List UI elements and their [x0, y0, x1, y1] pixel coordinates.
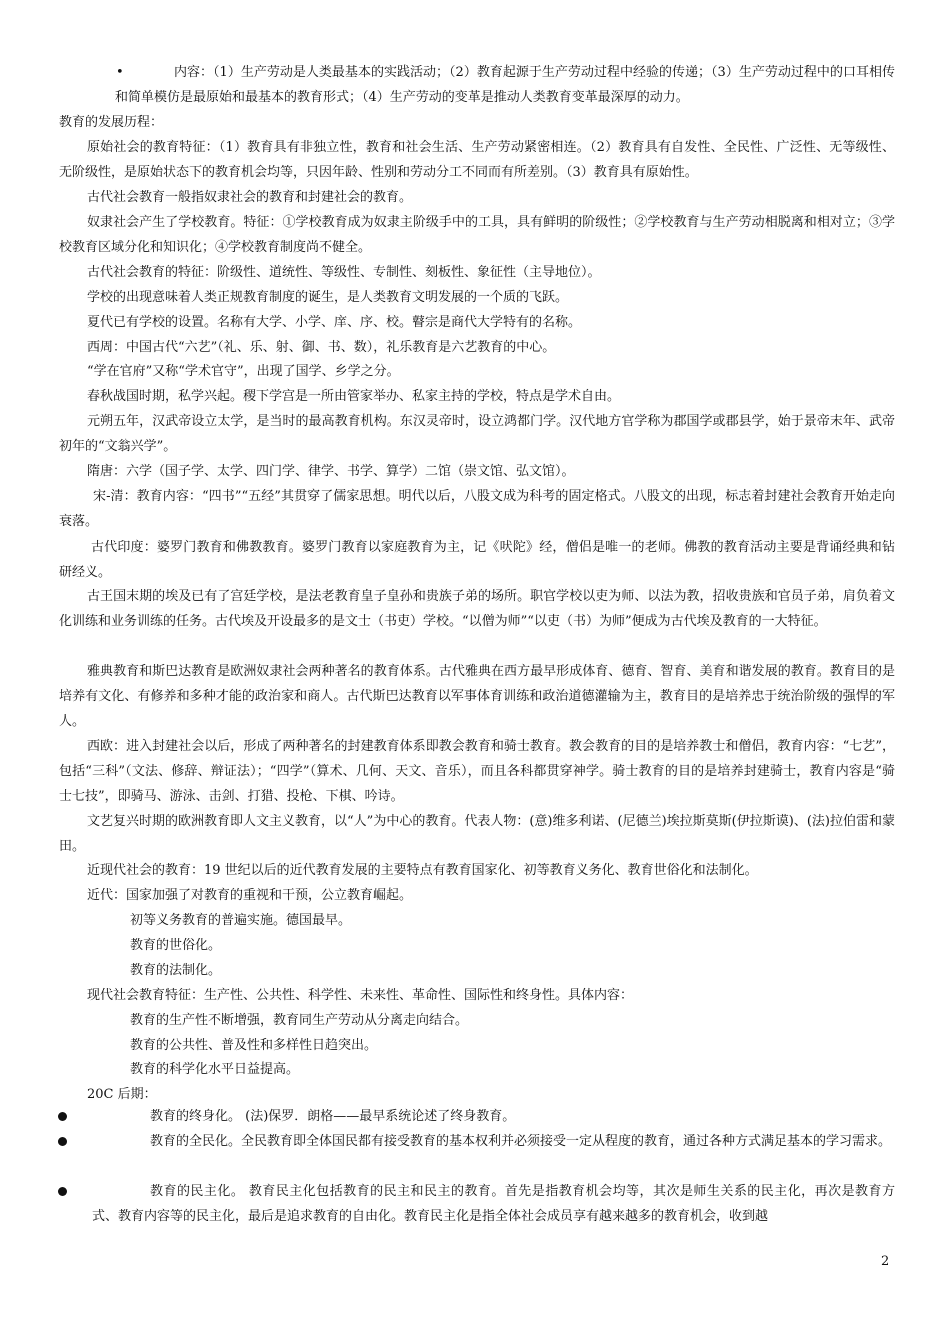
contemporary-item: 教育的生产性不断增强，教育同生产劳动从分离走向结合。: [130, 1013, 469, 1028]
paragraph-primitive-society: 原始社会的教育特征：（1）教育具有非独立性，教育和社会生活、生产劳动紧密相连。（2）教育具有自发性、全民性、广泛性、无等级性、无阶级性，是原始状态下的教育机会均等，只因年龄、性别和劳动分工不同而有所差别。（3）教育具有原始性。: [59, 140, 895, 180]
late-20c-bullet-universal: 教育的全民化。全民教育即全体国民都有接受教育的基本权利并必须接受一定从程度的教育，通过各种方式满足基本的学习需求。: [150, 1134, 892, 1149]
paragraph-egypt: 古王国末期的埃及已有了宫廷学校，是法老教育皇子皇孙和贵族子弟的场所。职官学校以吏为师、以法为教，招收贵族和官员子弟，肩负着文化训练和业务训练的任务。古代埃及开设最多的是文士（书吏）学校。“以僧为师”“以吏（书）为师”便成为古代埃及教育的一大特征。: [59, 589, 895, 629]
paragraph-india: 古代印度：婆罗门教育和佛教教育。婆罗门教育以家庭教育为主，记《吠陀》经，僧侣是唯一的老师。佛教的教育活动主要是背诵经典和钻研经义。: [59, 540, 895, 580]
paragraph-western-europe: 西欧：进入封建社会以后，形成了两种著名的封建教育体系即教会教育和骑士教育。教会教育的目的是培养教士和僧侣，教育内容：“七艺”，包括“三科”（文法、修辞、辩证法）；“四学”（算术、几何、天文、音乐），而且各科都贯穿神学。骑士教育的目的是培养封建骑士，教育内容是“骑士七技”，即骑马、游泳、击剑、打猎、投枪、下棋、吟诗。: [59, 739, 895, 804]
paragraph-han: 元朔五年，汉武帝设立太学，是当时的最高教育机构。东汉灵帝时，设立鸿都门学。汉代地方官学称为郡国学或郡县学，始于景帝末年、武帝初年的“文翁兴学”。: [59, 414, 895, 454]
paragraph-renaissance: 文艺复兴时期的欧洲教育即人文主义教育，以“人”为中心的教育。代表人物：(意)维多利诺、(尼德兰)埃拉斯莫斯(伊拉斯谟)、(法)拉伯雷和蒙田。: [59, 814, 895, 854]
section-heading-history: 教育的发展历程：: [59, 115, 164, 130]
paragraph-modern-intro: 近现代社会的教育：19 世纪以后的近代教育发展的主要特点有教育国家化、初等教育义务化、教育世俗化和法制化。: [87, 863, 758, 878]
paragraph-ancient-features: 古代社会教育的特征：阶级性、道统性、等级性、专制性、刻板性、象征性（主导地位）。: [87, 265, 601, 280]
late-20c-bullet-lifelong: 教育的终身化。 (法)保罗．朗格——最早系统论述了终身教育。: [150, 1109, 516, 1124]
paragraph-modern-state: 近代：国家加强了对教育的重视和干预，公立教育崛起。: [87, 888, 413, 903]
bullet-dot-icon: [58, 1112, 67, 1121]
paragraph-song-qing: 宋-清：教育内容：“四书”“五经”其贯穿了儒家思想。明代以后，八股文成为科考的固定格式。八股文的出现，标志着封建社会教育开始走向衰落。: [59, 489, 895, 529]
contemporary-item: 教育的公共性、普及性和多样性日趋突出。: [130, 1038, 378, 1053]
paragraph-late-20c-heading: 20C 后期：: [87, 1087, 157, 1102]
paragraph-xue-zai-guanfu: “学在官府”又称“学术官守”，出现了国学、乡学之分。: [87, 364, 400, 379]
page-number: 2: [881, 1254, 890, 1269]
paragraph-contemporary-intro: 现代社会教育特征：生产性、公共性、科学性、未来性、革命性、国际性和终身性。具体内容：: [87, 988, 634, 1003]
bullet-dot-icon: [58, 1137, 67, 1146]
paragraph-ancient-general: 古代社会教育一般指奴隶社会的教育和封建社会的教育。: [87, 190, 413, 205]
modern-item: 教育的世俗化。: [130, 938, 222, 953]
modern-item: 教育的法制化。: [130, 963, 222, 978]
bullet-dot-icon: [58, 1187, 67, 1196]
paragraph-school-emergence: 学校的出现意味着人类正规教育制度的诞生，是人类教育文明发展的一个质的飞跃。: [87, 290, 569, 305]
paragraph-athens-sparta: 雅典教育和斯巴达教育是欧洲奴隶社会两种著名的教育体系。古代雅典在西方最早形成体育、德育、智育、美育和谐发展的教育。教育目的是培养有文化、有修养和多种才能的政治家和商人。古代斯巴达教育以军事体育训练和政治道德灌输为主，教育目的是培养忠于统治阶级的强悍的军人。: [59, 664, 895, 729]
paragraph-western-zhou: 西周：中国古代“六艺”（礼、乐、射、御、书、数），礼乐教育是六艺教育的中心。: [87, 340, 556, 355]
paragraph-sui-tang: 隋唐：六学（国子学、太学、四门学、律学、书学、算学）二馆（崇文馆、弘文馆）。: [87, 464, 575, 479]
late-20c-bullet-democratization: 教育的民主化。 教育民主化包括教育的民主和民主的教育。首先是指教育机会均等，其次是师生关系的民主化，再次是教育方式、教育内容等的民主化，最后是追求教育的自由化。教育民主化是指全体社会成员享有越来越多的教育机会，收到越: [92, 1184, 895, 1224]
bullet-marker: •: [116, 65, 124, 80]
paragraph-xia: 夏代已有学校的设置。名称有大学、小学、庠、序、校。瞽宗是商代大学特有的名称。: [87, 315, 582, 330]
contemporary-item: 教育的科学化水平日益提高。: [130, 1062, 300, 1077]
origin-content-paragraph: 内容：（1）生产劳动是人类最基本的实践活动；（2）教育起源于生产劳动过程中经验的传递；（3）生产劳动过程中的口耳相传和简单模仿是最原始和最基本的教育形式；（4）生产劳动的变革是推动人类教育变革最深厚的动力。: [115, 65, 895, 105]
paragraph-slave-society: 奴隶社会产生了学校教育。特征：①学校教育成为奴隶主阶级手中的工具，具有鲜明的阶级性；②学校教育与生产劳动相脱离和相对立；③学校教育区域分化和知识化；④学校教育制度尚不健全。: [59, 215, 895, 255]
paragraph-spring-autumn: 春秋战国时期，私学兴起。稷下学宫是一所由管家举办、私家主持的学校，特点是学术自由。: [87, 389, 621, 404]
modern-item: 初等义务教育的普遍实施。德国最早。: [130, 913, 352, 928]
